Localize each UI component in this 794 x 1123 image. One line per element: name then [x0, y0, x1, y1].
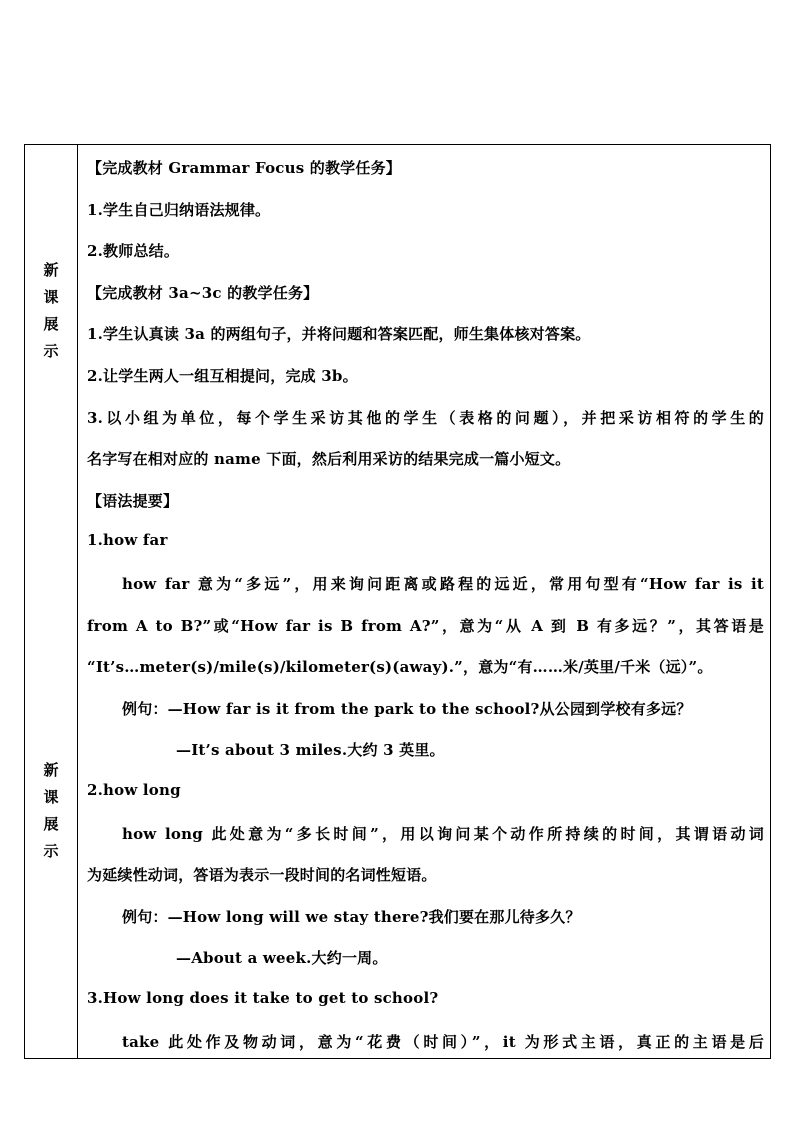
text-line: from A to B?”或“How far is B from A?”，意为“从 A 到 B 有多远？”，其答语是: [87, 617, 764, 635]
label-char: 课: [43, 788, 59, 806]
section-label-top: [25, 257, 77, 365]
grammar-point-title: 3.How long does it take to get to school?: [87, 989, 439, 1007]
text-line: 1.学生认真读 3a 的两组句子，并将问题和答案匹配，师生集体核对答案。: [87, 325, 591, 343]
grammar-point-title: 1.how far: [87, 531, 168, 549]
label-char: 展: [43, 315, 59, 333]
text-line: how far 意为“多远”，用来询问距离或路程的远近，常用句型有“How far is it: [122, 575, 764, 593]
section-label-cell: [25, 145, 78, 1059]
example-sentence: 例句：—How far is it from the park to the school?从公园到学校有多远？: [122, 700, 692, 718]
example-answer: —It’s about 3 miles.大约 3 英里。: [176, 741, 445, 759]
label-char: 新: [43, 761, 59, 779]
text-line: 名字写在相对应的 name 下面，然后利用采访的结果完成一篇小短文。: [87, 450, 571, 468]
label-char: 课: [43, 288, 59, 306]
label-char: 新: [43, 261, 59, 279]
grammar-point-title: 2.how long: [87, 781, 181, 799]
label-char: 展: [43, 815, 59, 833]
text-line: “It’s…meter(s)/mile(s)/kilometer(s)(away).”，意为“有……米/英里/千米（远）”。: [87, 658, 713, 676]
label-char: 示: [43, 842, 59, 860]
section-label-bottom: [25, 757, 77, 865]
text-line: 3.以小组为单位，每个学生采访其他的学生（表格的问题），并把采访相符的学生的: [87, 409, 764, 427]
text-line: 1.学生自己归纳语法规律。: [87, 201, 271, 219]
example-sentence: 例句：—How long will we stay there?我们要在那儿待多久？: [122, 908, 581, 926]
section-heading-grammar-notes: 【语法提要】: [87, 492, 179, 510]
table-row: [25, 145, 771, 1059]
text-line: take 此处作及物动词，意为“花费（时间）”，it 为形式主语，真正的主语是后: [122, 1033, 764, 1051]
content-cell: [78, 145, 771, 1059]
label-char: 示: [43, 342, 59, 360]
text-line: 2.让学生两人一组互相提问，完成 3b。: [87, 367, 358, 385]
text-line: 2.教师总结。: [87, 242, 180, 260]
text-line: how long 此处意为“多长时间”，用以询问某个动作所持续的时间，其谓语动词: [122, 825, 764, 843]
text-line: 为延续性动词，答语为表示一段时间的名词性短语。: [87, 866, 437, 884]
section-heading-grammar-focus: 【完成教材 Grammar Focus 的教学任务】: [87, 159, 401, 177]
section-heading-3a-3c: 【完成教材 3a~3c 的教学任务】: [87, 284, 319, 302]
example-answer: —About a week.大约一周。: [176, 949, 388, 967]
lesson-table: [24, 144, 771, 1059]
